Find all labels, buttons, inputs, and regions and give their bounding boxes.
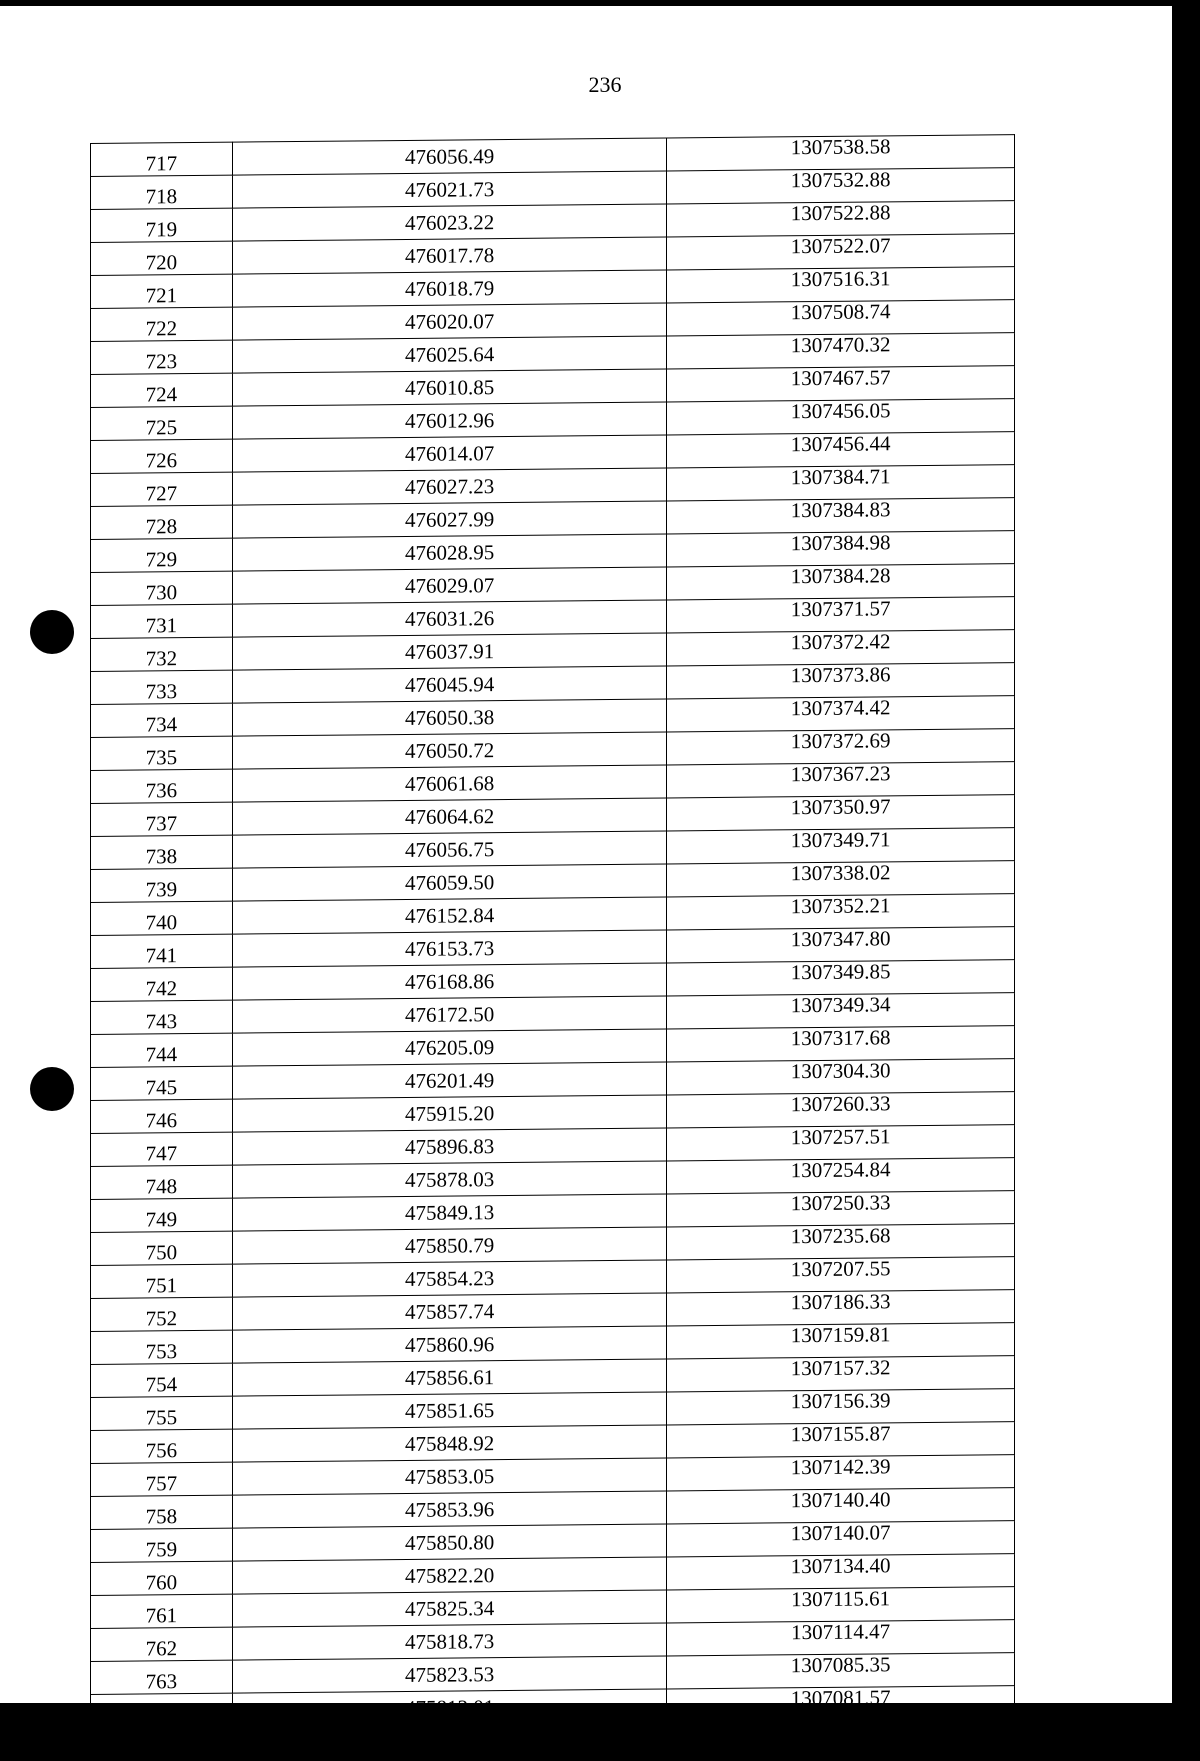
x-coordinate-cell: 476012.96: [232, 402, 667, 439]
point-number-cell: 756: [91, 1429, 233, 1463]
y-coordinate-cell: 1307522.07: [667, 234, 1015, 270]
x-coordinate-cell: 476017.78: [232, 237, 667, 274]
point-number-cell: 740: [91, 901, 233, 935]
point-number-cell: 719: [91, 208, 233, 242]
x-coordinate-cell: 476172.50: [232, 996, 667, 1033]
y-coordinate-cell: 1307156.39: [667, 1389, 1015, 1425]
point-number-cell: 734: [91, 703, 233, 737]
point-number-cell: 745: [91, 1066, 233, 1100]
page-number: 236: [588, 72, 622, 97]
x-coordinate-cell: 475896.83: [232, 1128, 667, 1165]
point-number-cell: 748: [91, 1165, 233, 1199]
point-number-cell: 752: [91, 1297, 233, 1331]
y-coordinate-cell: 1307384.71: [667, 465, 1015, 501]
punch-hole: [30, 1067, 74, 1111]
point-number-cell: 737: [91, 802, 233, 836]
y-coordinate-cell: 1307456.44: [667, 432, 1015, 468]
x-coordinate-cell: 476059.50: [232, 864, 667, 901]
point-number-cell: 726: [91, 439, 233, 473]
x-coordinate-cell: 476153.73: [232, 930, 667, 967]
point-number-cell: 721: [91, 274, 233, 308]
x-coordinate-cell: 476031.26: [232, 600, 667, 637]
x-coordinate-cell: 475848.92: [232, 1425, 667, 1462]
point-number-cell: 736: [91, 769, 233, 803]
y-coordinate-cell: 1307349.71: [667, 828, 1015, 864]
y-coordinate-cell: 1307155.87: [667, 1422, 1015, 1458]
x-coordinate-cell: 476152.84: [232, 897, 667, 934]
x-coordinate-cell: 475849.13: [232, 1194, 667, 1231]
point-number-cell: 724: [91, 373, 233, 407]
y-coordinate-cell: 1307347.80: [667, 927, 1015, 963]
y-coordinate-cell: 1307142.39: [667, 1455, 1015, 1491]
x-coordinate-cell: 475851.65: [232, 1392, 667, 1429]
point-number-cell: 759: [91, 1528, 233, 1562]
x-coordinate-cell: 476014.07: [232, 435, 667, 472]
y-coordinate-cell: 1307372.69: [667, 729, 1015, 765]
x-coordinate-cell: 475822.20: [232, 1557, 667, 1594]
x-coordinate-cell: 475853.96: [232, 1491, 667, 1528]
y-coordinate-cell: 1307260.33: [667, 1092, 1015, 1128]
x-coordinate-cell: 475818.73: [232, 1623, 667, 1660]
x-coordinate-cell: 476056.75: [232, 831, 667, 868]
y-coordinate-cell: 1307235.68: [667, 1224, 1015, 1260]
point-number-cell: 723: [91, 340, 233, 374]
x-coordinate-cell: 476023.22: [232, 204, 667, 241]
point-number-cell: 720: [91, 241, 233, 275]
point-number-cell: 765: [91, 1726, 233, 1760]
point-number-cell: 728: [91, 505, 233, 539]
x-coordinate-cell: 475853.05: [232, 1458, 667, 1495]
point-number-cell: 757: [91, 1462, 233, 1496]
point-number-cell: 730: [91, 571, 233, 605]
point-number-cell: 729: [91, 538, 233, 572]
y-coordinate-cell: 1307207.55: [667, 1257, 1015, 1293]
point-number-cell: 763: [91, 1660, 233, 1694]
point-number-cell: 753: [91, 1330, 233, 1364]
y-coordinate-cell: 1307081.57: [667, 1686, 1015, 1722]
point-number-cell: 738: [91, 835, 233, 869]
y-coordinate-cell: 1307250.33: [667, 1191, 1015, 1227]
x-coordinate-cell: 476018.79: [232, 270, 667, 307]
x-coordinate-cell: 475856.61: [232, 1359, 667, 1396]
y-coordinate-cell: 1307538.58: [667, 135, 1015, 171]
y-coordinate-cell: 1307140.07: [667, 1521, 1015, 1557]
y-coordinate-cell: 1307516.31: [667, 267, 1015, 303]
y-coordinate-cell: 1307317.68: [667, 1026, 1015, 1062]
x-coordinate-cell: 475860.96: [232, 1326, 667, 1363]
x-coordinate-cell: 475850.80: [232, 1524, 667, 1561]
point-number-cell: 747: [91, 1132, 233, 1166]
y-coordinate-cell: 1307373.86: [667, 663, 1015, 699]
y-coordinate-cell: 1307384.98: [667, 531, 1015, 567]
x-coordinate-cell: 475878.03: [232, 1161, 667, 1198]
x-coordinate-cell: 475813.01: [232, 1689, 667, 1726]
document-page: [0, 6, 1172, 1760]
x-coordinate-cell: 476020.07: [232, 303, 667, 340]
x-coordinate-cell: 476045.94: [232, 666, 667, 703]
x-coordinate-cell: 476050.38: [232, 699, 667, 736]
x-coordinate-cell: 476025.64: [232, 336, 667, 373]
x-coordinate-cell: 475803.46: [232, 1722, 667, 1759]
x-coordinate-cell: 476010.85: [232, 369, 667, 406]
point-number-cell: 751: [91, 1264, 233, 1298]
point-number-cell: 760: [91, 1561, 233, 1595]
point-number-cell: 718: [91, 175, 233, 209]
point-number-cell: 727: [91, 472, 233, 506]
y-coordinate-cell: 1307367.23: [667, 762, 1015, 798]
point-number-cell: 722: [91, 307, 233, 341]
y-coordinate-cell: 1307384.28: [667, 564, 1015, 600]
x-coordinate-cell: 476027.23: [232, 468, 667, 505]
point-number-cell: 762: [91, 1627, 233, 1661]
x-coordinate-cell: 476029.07: [232, 567, 667, 604]
point-number-cell: 725: [91, 406, 233, 440]
point-number-cell: 746: [91, 1099, 233, 1133]
punch-hole: [30, 610, 74, 654]
point-number-cell: 733: [91, 670, 233, 704]
point-number-cell: 741: [91, 934, 233, 968]
point-number-cell: 717: [91, 142, 233, 176]
y-coordinate-cell: 1307115.61: [667, 1587, 1015, 1623]
point-number-cell: 755: [91, 1396, 233, 1430]
y-coordinate-cell: 1307157.32: [667, 1356, 1015, 1392]
x-coordinate-cell: 476056.49: [232, 138, 667, 175]
point-number-cell: 758: [91, 1495, 233, 1529]
y-coordinate-cell: 1307350.97: [667, 795, 1015, 831]
y-coordinate-cell: 1307467.57: [667, 366, 1015, 402]
y-coordinate-cell: 1307349.85: [667, 960, 1015, 996]
x-coordinate-cell: 475823.53: [232, 1656, 667, 1693]
point-number-cell: 731: [91, 604, 233, 638]
point-number-cell: 754: [91, 1363, 233, 1397]
x-coordinate-cell: 475850.79: [232, 1227, 667, 1264]
point-number-cell: 735: [91, 736, 233, 770]
x-coordinate-cell: 476037.91: [232, 633, 667, 670]
y-coordinate-cell: 1307114.47: [667, 1620, 1015, 1656]
y-coordinate-cell: 1307085.35: [667, 1653, 1015, 1689]
point-number-cell: 732: [91, 637, 233, 671]
x-coordinate-cell: 476205.09: [232, 1029, 667, 1066]
y-coordinate-cell: 1307254.84: [667, 1158, 1015, 1194]
y-coordinate-cell: 1307304.30: [667, 1059, 1015, 1095]
y-coordinate-cell: 1307470.32: [667, 333, 1015, 369]
y-coordinate-cell: 1307352.21: [667, 894, 1015, 930]
point-number-cell: 764: [91, 1693, 233, 1727]
y-coordinate-cell: 1307508.74: [667, 300, 1015, 336]
x-coordinate-cell: 476168.86: [232, 963, 667, 1000]
y-coordinate-cell: 1307522.88: [667, 201, 1015, 237]
x-coordinate-cell: 476028.95: [232, 534, 667, 571]
x-coordinate-cell: 475854.23: [232, 1260, 667, 1297]
x-coordinate-cell: 475825.34: [232, 1590, 667, 1627]
point-number-cell: 744: [91, 1033, 233, 1067]
coordinate-table: [90, 134, 1015, 1761]
point-number-cell: 750: [91, 1231, 233, 1265]
y-coordinate-cell: 1307078.14: [667, 1719, 1015, 1755]
x-coordinate-cell: 476064.62: [232, 798, 667, 835]
y-coordinate-cell: 1307384.83: [667, 498, 1015, 534]
y-coordinate-cell: 1307349.34: [667, 993, 1015, 1029]
x-coordinate-cell: 476027.99: [232, 501, 667, 538]
point-number-cell: 739: [91, 868, 233, 902]
point-number-cell: 761: [91, 1594, 233, 1628]
y-coordinate-cell: 1307532.88: [667, 168, 1015, 204]
x-coordinate-cell: 476201.49: [232, 1062, 667, 1099]
y-coordinate-cell: 1307374.42: [667, 696, 1015, 732]
y-coordinate-cell: 1307140.40: [667, 1488, 1015, 1524]
point-number-cell: 742: [91, 967, 233, 1001]
x-coordinate-cell: 475857.74: [232, 1293, 667, 1330]
x-coordinate-cell: 475915.20: [232, 1095, 667, 1132]
x-coordinate-cell: 476021.73: [232, 171, 667, 208]
y-coordinate-cell: 1307456.05: [667, 399, 1015, 435]
y-coordinate-cell: 1307372.42: [667, 630, 1015, 666]
y-coordinate-cell: 1307159.81: [667, 1323, 1015, 1359]
y-coordinate-cell: 1307257.51: [667, 1125, 1015, 1161]
point-number-cell: 743: [91, 1000, 233, 1034]
point-number-cell: 749: [91, 1198, 233, 1232]
y-coordinate-cell: 1307371.57: [667, 597, 1015, 633]
coordinate-table-body: [91, 135, 1015, 1761]
y-coordinate-cell: 1307338.02: [667, 861, 1015, 897]
y-coordinate-cell: 1307186.33: [667, 1290, 1015, 1326]
x-coordinate-cell: 476061.68: [232, 765, 667, 802]
x-coordinate-cell: 476050.72: [232, 732, 667, 769]
y-coordinate-cell: 1307134.40: [667, 1554, 1015, 1590]
